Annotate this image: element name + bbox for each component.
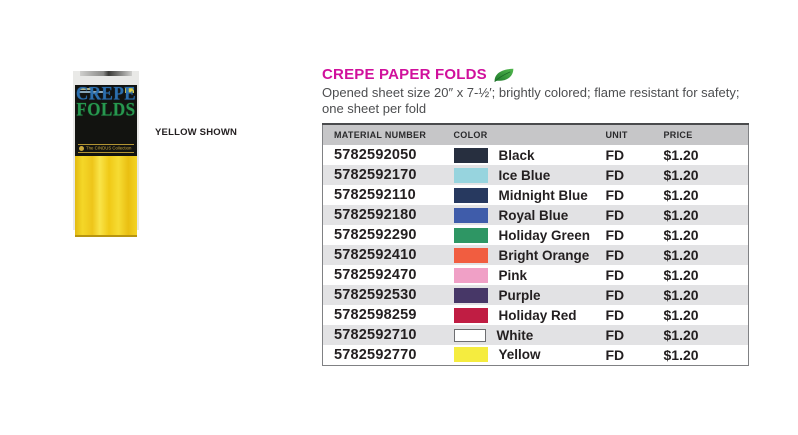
price-value: $1.20	[663, 187, 699, 203]
table-header-row	[323, 124, 749, 145]
color-name: Yellow	[498, 347, 541, 363]
price-value: $1.20	[663, 147, 699, 163]
unit-value: FD	[605, 307, 625, 323]
color-name: Ice Blue	[498, 167, 551, 183]
product-description: Opened sheet size 20″ x 7-½′; brightly colored; flame resistant for safety; one sheet per fold	[322, 85, 740, 116]
material-number: 5782592710	[334, 327, 417, 343]
package-collection-band	[78, 144, 134, 153]
material-number: 5782592110	[334, 187, 416, 203]
color-swatch-icon	[454, 208, 488, 223]
material-number: 5782598259	[334, 307, 417, 323]
package-collection-label: The CINDUS Collection	[86, 146, 132, 151]
header-color: COLOR	[454, 124, 606, 145]
table-row	[323, 265, 749, 285]
unit-value: FD	[605, 267, 625, 283]
price-value: $1.20	[663, 346, 699, 363]
table-row	[323, 165, 749, 185]
price-value: $1.20	[663, 307, 699, 323]
table-row	[323, 205, 749, 225]
color-name: Holiday Red	[498, 307, 577, 323]
color-swatch-icon	[454, 228, 488, 243]
material-number: 5782592770	[334, 346, 417, 363]
color-name: Holiday Green	[498, 227, 591, 243]
header-material-number: MATERIAL NUMBER	[323, 124, 454, 145]
section-title: CREPE PAPER FOLDS	[322, 66, 487, 83]
unit-value: FD	[605, 327, 625, 343]
color-swatch-icon	[454, 268, 488, 283]
color-swatch-icon	[454, 168, 488, 183]
unit-value: FD	[605, 247, 625, 263]
color-name: Royal Blue	[498, 207, 569, 223]
color-swatch-icon	[454, 248, 488, 263]
table-row	[323, 225, 749, 245]
table-row	[323, 325, 749, 345]
color-name: Purple	[498, 287, 541, 303]
section-title-row	[322, 66, 748, 83]
material-number: 5782592050	[334, 147, 417, 163]
table-body	[323, 145, 749, 365]
product-listing	[322, 66, 748, 366]
unit-value: FD	[605, 167, 625, 183]
color-swatch-icon	[454, 308, 488, 323]
table-row	[323, 145, 749, 165]
brand-logo-icon	[79, 146, 84, 151]
product-photo	[73, 71, 139, 230]
unit-value: FD	[605, 147, 625, 163]
product-caption: YELLOW SHOWN	[155, 127, 238, 138]
table-row	[323, 345, 749, 365]
price-value: $1.20	[663, 227, 699, 243]
color-name: White	[496, 327, 534, 343]
table-row	[323, 245, 749, 265]
color-name: Midnight Blue	[498, 187, 588, 203]
color-swatch-icon	[454, 188, 488, 203]
package-brand-line2: FOLDS	[76, 98, 136, 121]
price-table	[322, 123, 749, 366]
material-number: 5782592530	[334, 287, 417, 303]
unit-value: FD	[605, 207, 625, 223]
color-swatch-icon	[454, 148, 488, 163]
table-row	[323, 185, 749, 205]
unit-value: FD	[605, 346, 625, 363]
yellow-crepe-paper	[75, 156, 137, 237]
package-brand-line1: CREPE	[75, 82, 137, 105]
material-number: 5782592170	[334, 167, 417, 183]
price-value: $1.20	[663, 327, 699, 343]
table-row	[323, 285, 749, 305]
color-swatch-icon	[454, 329, 486, 342]
price-value: $1.20	[663, 207, 699, 223]
table-row	[323, 305, 749, 325]
price-value: $1.20	[663, 267, 699, 283]
leaf-icon	[493, 67, 515, 83]
unit-value: FD	[605, 227, 625, 243]
material-number: 5782592470	[334, 267, 417, 283]
package-hang-tab	[80, 71, 132, 76]
unit-value: FD	[605, 287, 625, 303]
color-name: Black	[498, 147, 535, 163]
color-name: Bright Orange	[498, 247, 590, 263]
material-number: 5782592410	[334, 247, 417, 263]
package-front-panel	[75, 82, 137, 156]
price-value: $1.20	[663, 247, 699, 263]
header-unit: UNIT	[606, 124, 664, 145]
material-number: 5782592180	[334, 207, 417, 223]
header-price: PRICE	[664, 124, 749, 145]
color-name: Pink	[498, 267, 528, 283]
unit-value: FD	[605, 187, 625, 203]
price-value: $1.20	[663, 167, 699, 183]
color-swatch-icon	[454, 347, 488, 362]
color-swatch-icon	[454, 288, 488, 303]
material-number: 5782592290	[334, 227, 417, 243]
price-value: $1.20	[663, 287, 699, 303]
